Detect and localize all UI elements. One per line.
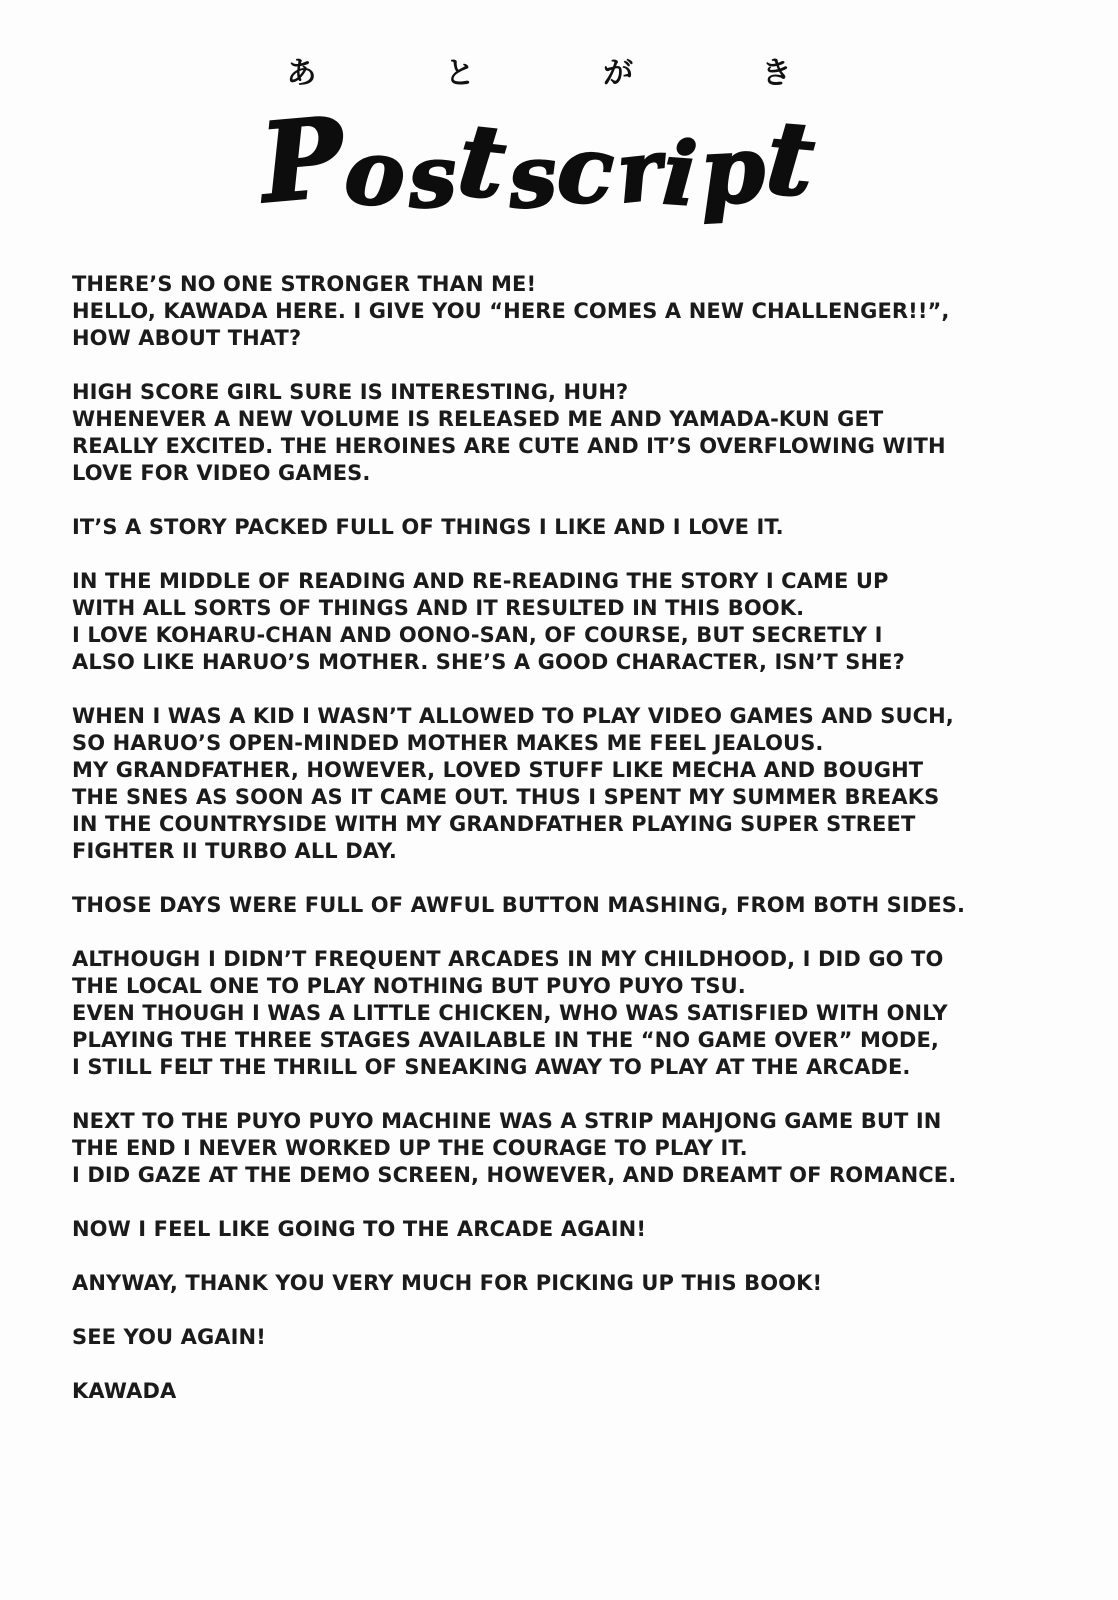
text-line: KAWADA: [72, 1379, 177, 1404]
text-line: NEXT TO THE PUYO PUYO MACHINE WAS A STRIP MAHJONG GAME BUT IN: [72, 1109, 942, 1134]
text-line: IN THE COUNTRYSIDE WITH MY GRANDFATHER PLAYING SUPER STREET: [72, 812, 916, 837]
text-line: HOW ABOUT THAT?: [72, 326, 302, 351]
text-line: THE END I NEVER WORKED UP THE COURAGE TO PLAY IT.: [72, 1136, 748, 1161]
paragraph: [72, 1108, 1078, 1189]
title-letter: i: [659, 122, 703, 227]
title-letter: s: [406, 125, 462, 228]
paragraph: [72, 271, 1078, 352]
text-line: ALSO LIKE HARUO’S MOTHER. SHE’S A GOOD CHARACTER, ISN’T SHE?: [72, 650, 905, 675]
title-block: [0, 48, 1098, 227]
text-line: HIGH SCORE GIRL SURE IS INTERESTING, HUH?: [72, 380, 629, 405]
paragraph: [72, 1270, 1078, 1297]
title-letter: t: [762, 97, 823, 220]
text-line: THOSE DAYS WERE FULL OF AWFUL BUTTON MASHING, FROM BOTH SIDES.: [72, 893, 966, 918]
text-line: FIGHTER II TURBO ALL DAY.: [72, 839, 397, 864]
title-letter: r: [612, 119, 670, 223]
text-line: SEE YOU AGAIN!: [72, 1325, 266, 1350]
text-line: MY GRANDFATHER, HOWEVER, LOVED STUFF LIKE MECHA AND BOUGHT: [72, 758, 924, 783]
text-line: NOW I FEEL LIKE GOING TO THE ARCADE AGAIN!: [72, 1217, 647, 1242]
furigana-char: あ: [286, 56, 317, 91]
paragraph: [72, 379, 1078, 487]
text-line: THERE’S NO ONE STRONGER THAN ME!: [72, 272, 537, 297]
text-line: I LOVE KOHARU-CHAN AND OONO-SAN, OF COURSE, BUT SECRETLY I: [72, 623, 883, 648]
text-line: PLAYING THE THREE STAGES AVAILABLE IN THE “NO GAME OVER” MODE,: [72, 1028, 939, 1053]
paragraph: [72, 703, 1078, 865]
paragraph: [72, 1324, 1078, 1351]
text-line: WHEN I WAS A KID I WASN’T ALLOWED TO PLAY VIDEO GAMES AND SUCH,: [72, 704, 954, 729]
paragraph: [72, 1216, 1078, 1243]
text-line: ALTHOUGH I DIDN’T FREQUENT ARCADES IN MY CHILDHOOD, I DID GO TO: [72, 947, 944, 972]
title-letter: c: [555, 114, 620, 226]
text-line: SO HARUO’S OPEN-MINDED MOTHER MAKES ME FEEL JEALOUS.: [72, 731, 824, 756]
title-letter: P: [255, 92, 352, 228]
furigana-char: き: [761, 56, 792, 91]
text-line: IN THE MIDDLE OF READING AND RE-READING THE STORY I CAME UP: [72, 569, 889, 594]
paragraph: [72, 514, 1078, 541]
text-line: THE SNES AS SOON AS IT CAME OUT. THUS I SPENT MY SUMMER BREAKS: [72, 785, 940, 810]
paragraph: [72, 892, 1078, 919]
text-line: EVEN THOUGH I WAS A LITTLE CHICKEN, WHO WAS SATISFIED WITH ONLY: [72, 1001, 948, 1026]
text-line: WHENEVER A NEW VOLUME IS RELEASED ME AND YAMADA-KUN GET: [72, 407, 884, 432]
text-line: I DID GAZE AT THE DEMO SCREEN, HOWEVER, AND DREAMT OF ROMANCE.: [72, 1163, 957, 1188]
paragraph: [72, 568, 1078, 676]
body-text: [72, 271, 1078, 1405]
title-letter: s: [505, 125, 563, 228]
title-letter: t: [452, 101, 514, 223]
text-line: I STILL FELT THE THRILL OF SNEAKING AWAY TO PLAY AT THE ARCADE.: [72, 1055, 911, 1080]
paragraph: [72, 1378, 1078, 1405]
furigana-char: が: [603, 56, 634, 91]
text-line: LOVE FOR VIDEO GAMES.: [72, 461, 371, 486]
text-line: HELLO, KAWADA HERE. I GIVE YOU “HERE COMES A NEW CHALLENGER!!”,: [72, 299, 950, 324]
title-letter: p: [697, 114, 771, 226]
text-line: ANYWAY, THANK YOU VERY MUCH FOR PICKING UP THIS BOOK!: [72, 1271, 823, 1296]
furigana-char: と: [444, 56, 475, 91]
text-line: REALLY EXCITED. THE HEROINES ARE CUTE AND IT’S OVERFLOWING WITH: [72, 434, 946, 459]
text-line: WITH ALL SORTS OF THINGS AND IT RESULTED IN THIS BOOK.: [72, 596, 805, 621]
title-letter: o: [341, 118, 412, 229]
page-title: [0, 86, 1098, 227]
paragraph: [72, 946, 1078, 1081]
text-line: THE LOCAL ONE TO PLAY NOTHING BUT PUYO PUYO TSU.: [72, 974, 746, 999]
text-line: IT’S A STORY PACKED FULL OF THINGS I LIKE AND I LOVE IT.: [72, 515, 784, 540]
